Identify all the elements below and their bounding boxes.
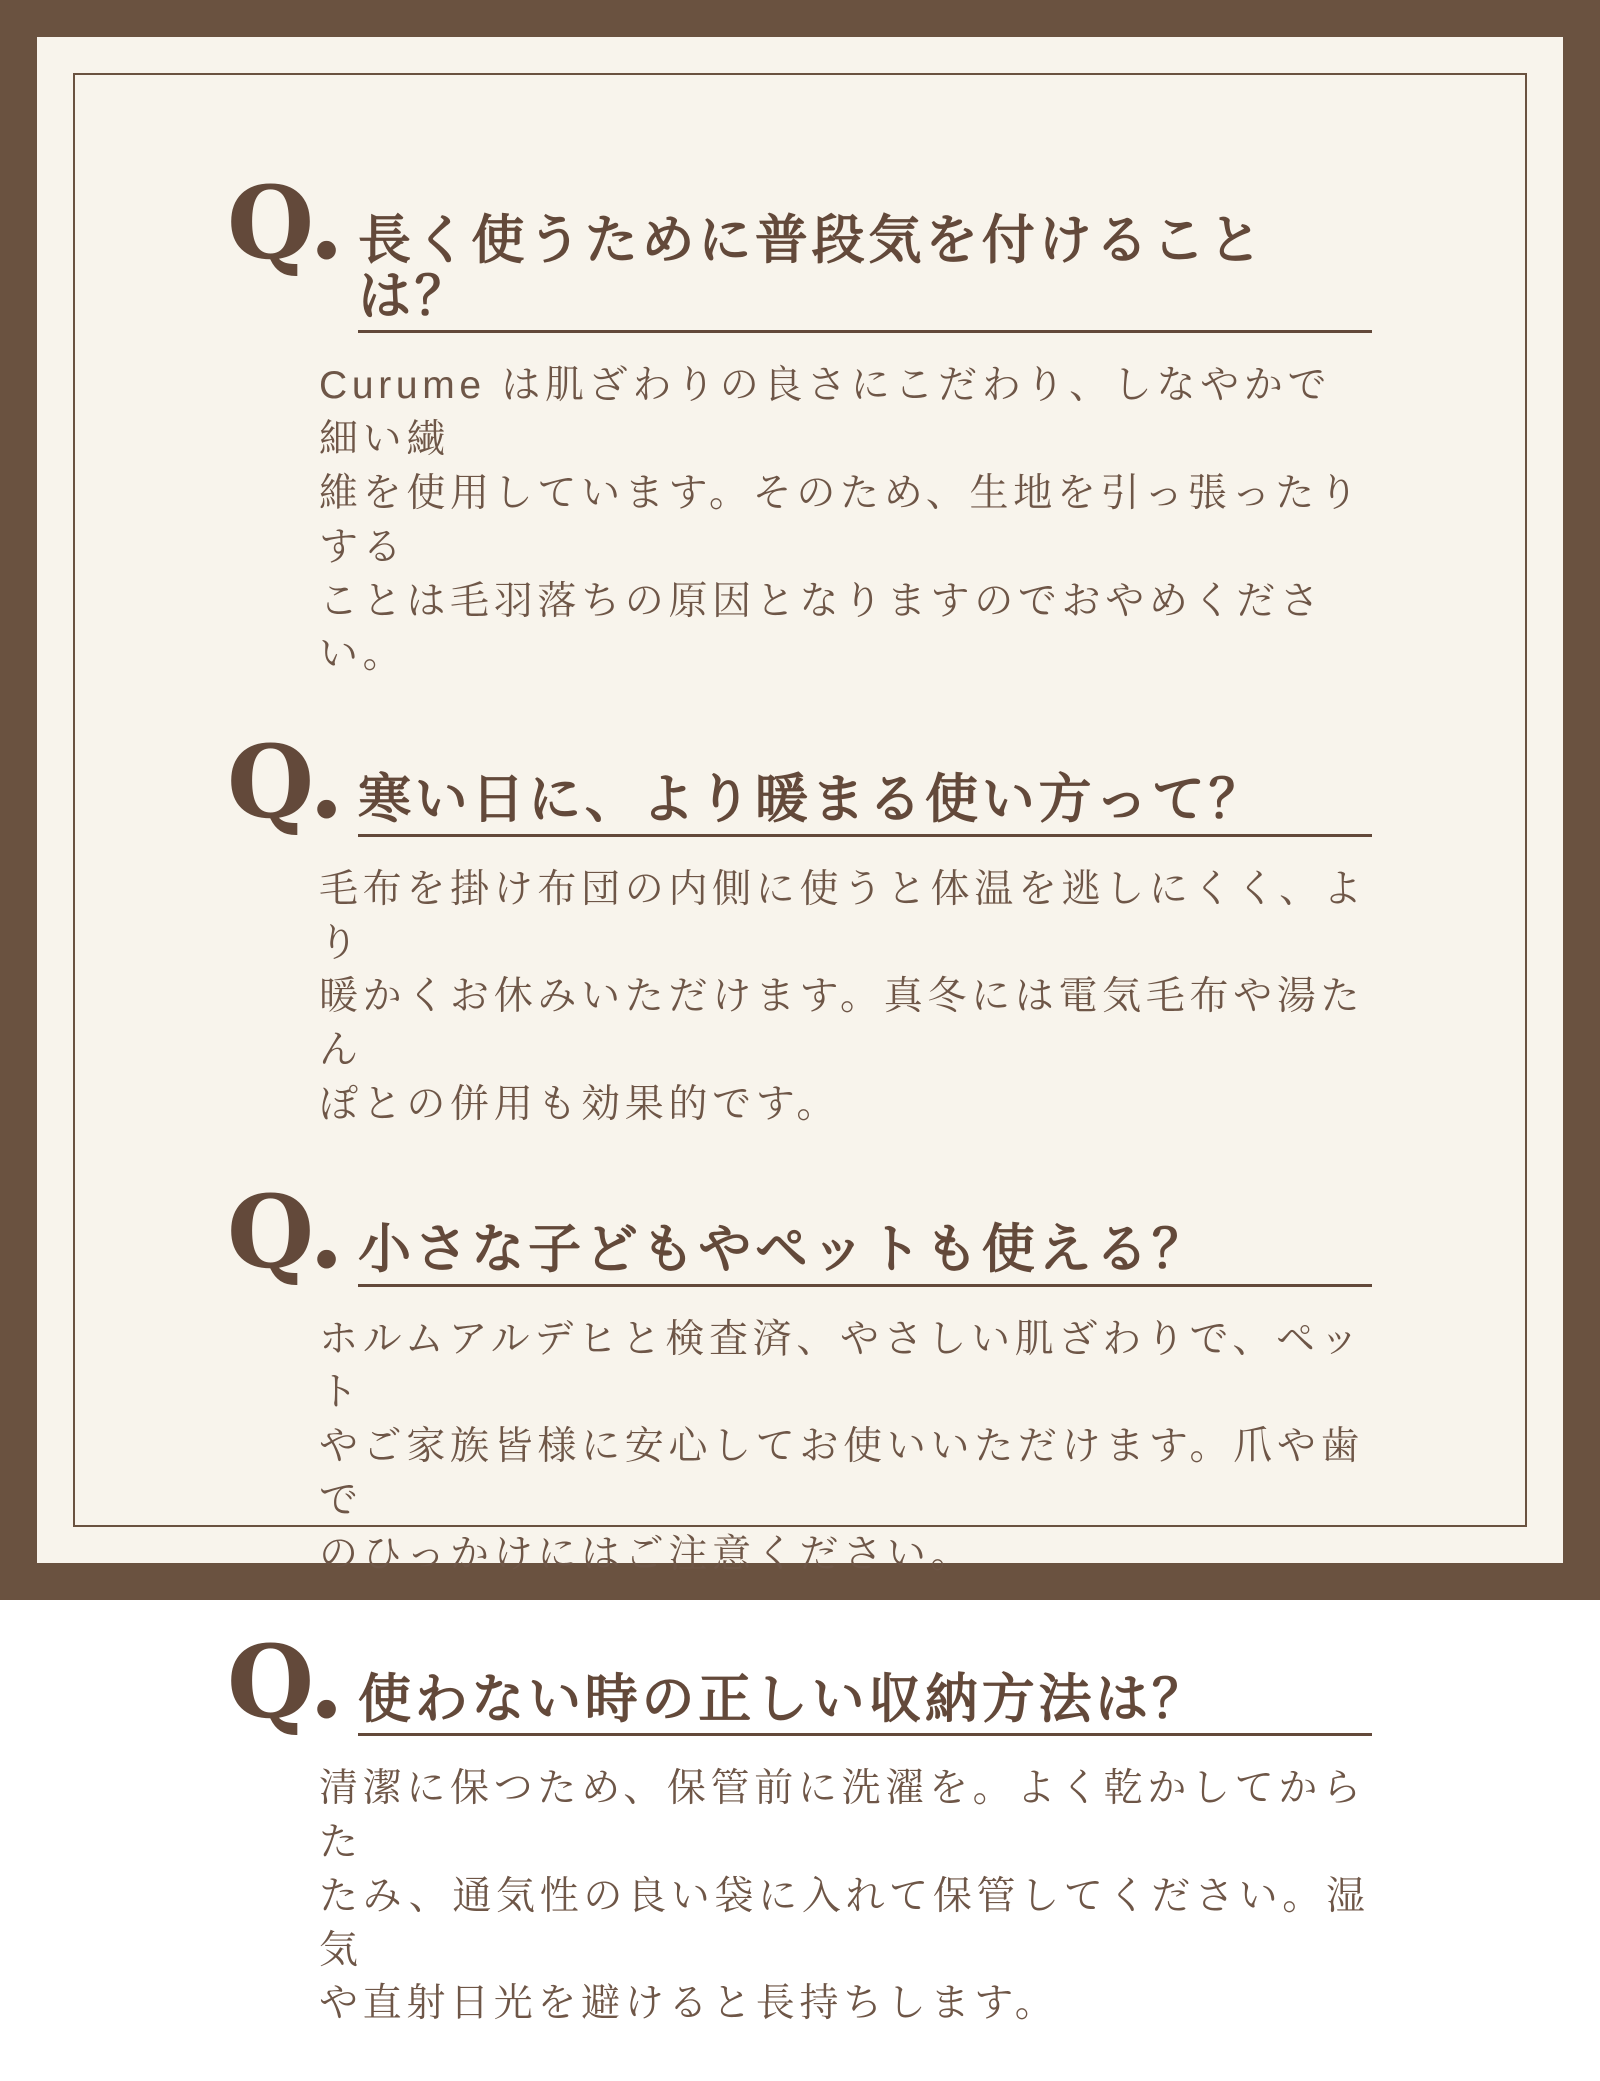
q-mark: Q. <box>227 1172 344 1291</box>
answer-line: ホルムアルデヒと検査済、やさしい肌ざわりで、ペット <box>319 1317 1364 1415</box>
question-title: 小さな子どもやペットも使える？ <box>357 1219 1209 1279</box>
answer-line: 清潔に保つため、保管前に洗濯を。よく乾かしてからた <box>319 1767 1366 1865</box>
question-row <box>227 723 1372 842</box>
question-underline <box>357 1219 1372 1287</box>
faq-list <box>227 164 1372 2081</box>
question-title: 使わない時の正しい収納方法は？ <box>357 1669 1209 1729</box>
answer-text <box>319 863 1372 1132</box>
answer-line: やご家族皆様に安心してお使いいただけます。爪や歯で <box>319 1425 1365 1522</box>
question-row <box>227 164 1372 333</box>
answer-text <box>319 1762 1372 2031</box>
answer-line: 暖かくお休みいただけます。真冬には電気毛布や湯たん <box>319 975 1365 1073</box>
answer-line: のひっかけにはご注意ください。 <box>319 1532 975 1576</box>
q-mark: Q. <box>227 1622 344 1741</box>
faq-item-1 <box>227 164 1372 682</box>
question-underline <box>358 772 1372 837</box>
q-mark: Q. <box>227 164 344 282</box>
answer-text <box>319 1313 1372 1582</box>
question-row <box>227 1172 1372 1291</box>
answer-line: 維を使用しています。そのため、生地を引っ張ったりする <box>319 471 1363 569</box>
answer-line: Curume は肌ざわりの良さにこだわり、しなやかで細い繊 <box>319 364 1332 462</box>
question-title: 寒い日に、より暖まる使い方って？ <box>357 770 1266 830</box>
faq-item-2 <box>227 723 1372 1132</box>
faq-item-4 <box>227 1622 1372 2032</box>
answer-line: たみ、通気性の良い袋に入れて保管してください。湿気 <box>319 1874 1370 1972</box>
question-underline <box>358 213 1372 333</box>
question-title: 長く使うために普段気を付けることは？ <box>357 211 1266 326</box>
content-panel <box>37 37 1563 2026</box>
faq-item-3 <box>227 1172 1372 1582</box>
answer-line: 毛布を掛け布団の内側に使うと体温を逃しにくく、より <box>319 867 1367 965</box>
answer-line: ことは毛羽落ちの原因となりますのでおやめください。 <box>319 579 1324 677</box>
question-underline <box>357 1669 1372 1737</box>
answer-line: ぽとの併用も効果的です。 <box>319 1083 841 1127</box>
question-row <box>227 1622 1372 1741</box>
answer-line: や直射日光を避けると長持ちします。 <box>319 1982 1059 2026</box>
q-mark: Q. <box>227 723 344 842</box>
answer-text <box>319 359 1372 682</box>
